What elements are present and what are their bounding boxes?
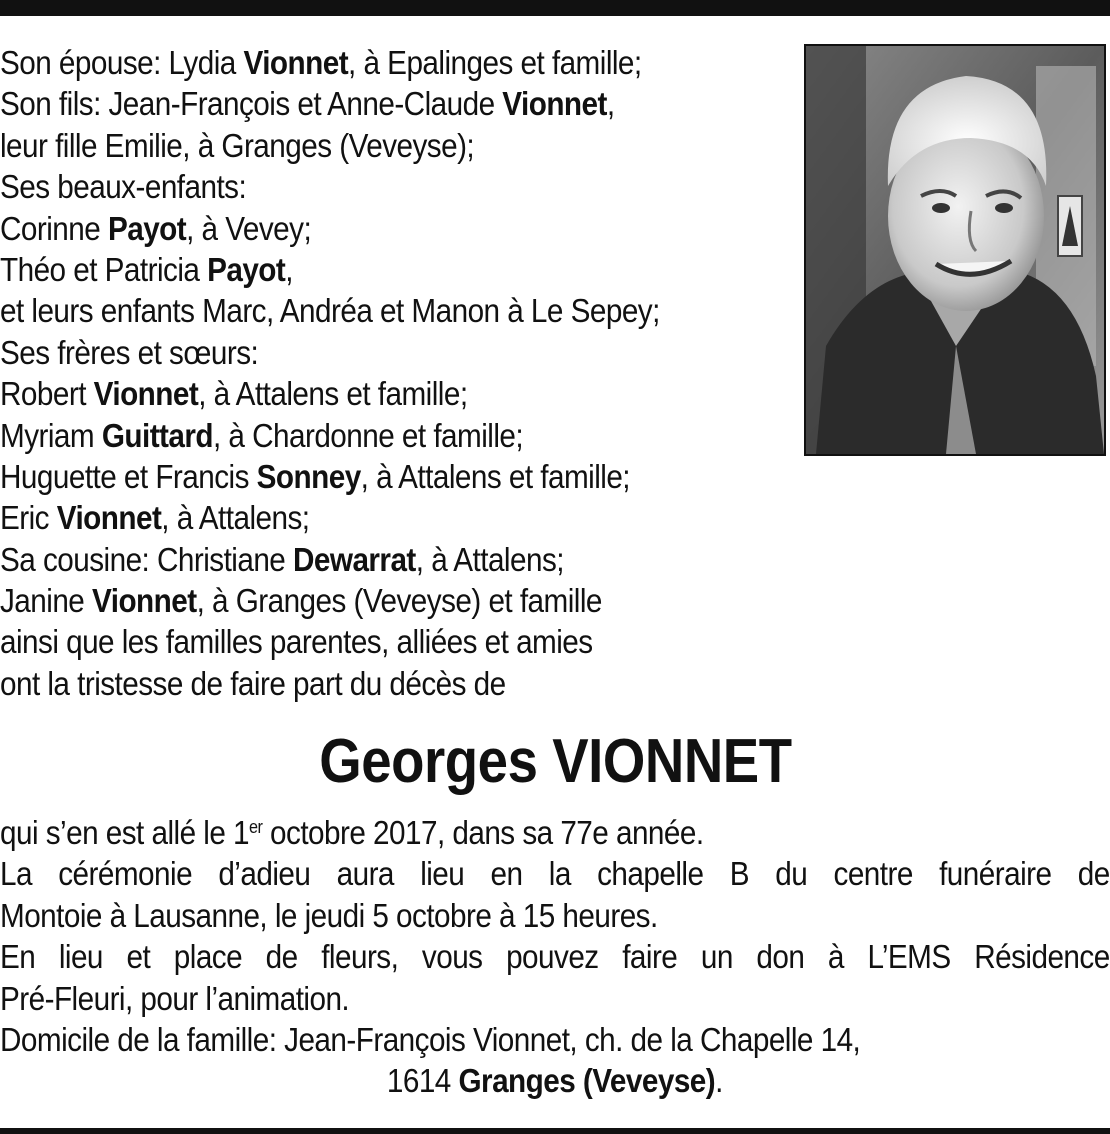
text: Sa cousine: Christiane — [0, 540, 293, 578]
surname: Payot — [207, 250, 286, 288]
family-address-line — [0, 1060, 1110, 1101]
text: Myriam — [0, 416, 102, 454]
text: En lieu et place de fleurs, vous pouvez faire un don à L’EMS Résidence — [0, 938, 1110, 976]
family-list — [0, 42, 800, 704]
text: , à Vevey; — [186, 209, 312, 247]
surname: Dewarrat — [292, 540, 416, 578]
surname: Vionnet — [243, 44, 349, 81]
text: Corinne — [0, 209, 108, 247]
portrait-photo-icon — [806, 46, 1104, 454]
text: , à Epalinges et famille; — [348, 44, 642, 81]
family-line — [0, 249, 720, 290]
detail-line — [0, 812, 999, 853]
family-line — [0, 539, 720, 580]
town: Granges (Veveyse) — [458, 1062, 716, 1100]
family-line — [0, 125, 720, 166]
family-line — [0, 663, 720, 704]
detail-line — [0, 978, 999, 1019]
text: , — [285, 250, 293, 288]
text: Domicile de la famille: Jean-François Vionnet, ch. de la Chapelle 14, — [0, 1020, 861, 1058]
deceased-name-text: Georges VIONNET — [318, 727, 792, 796]
family-line — [0, 415, 720, 456]
text: Pré-Fleuri, pour l’animation. — [0, 979, 350, 1017]
notice-details — [0, 812, 1110, 1102]
text: Ses frères et sœurs: — [0, 333, 259, 371]
text: Théo et Patricia — [0, 250, 208, 288]
family-line — [0, 332, 720, 373]
text: Montoie à Lausanne, le jeudi 5 octobre à 15 heures. — [0, 896, 658, 934]
detail-line — [0, 895, 999, 936]
ordinal-suffix: er — [248, 817, 263, 837]
text: et leurs enfants Marc, Andréa et Manon à Le Sepey; — [0, 292, 660, 330]
family-line — [0, 456, 720, 497]
family-line — [0, 83, 720, 124]
text: Huguette et Francis — [0, 457, 257, 495]
portrait-photo — [804, 44, 1106, 456]
detail-line — [0, 853, 1110, 894]
text: , à Attalens; — [415, 540, 564, 578]
text: 1614 — [386, 1062, 459, 1100]
family-line — [0, 208, 720, 249]
text: ont la tristesse de faire part du décès de — [0, 664, 506, 702]
text: Ses beaux-enfants: — [0, 168, 247, 206]
top-border-rule — [0, 0, 1110, 16]
surname: Payot — [107, 209, 187, 247]
family-line — [0, 580, 720, 621]
text: , à Attalens et famille; — [360, 457, 631, 495]
bottom-border-rule — [0, 1128, 1110, 1134]
text: , à Attalens; — [161, 499, 310, 537]
text: , à Chardonne et famille; — [212, 416, 524, 454]
text: , à Attalens et famille; — [198, 375, 468, 413]
surname: Vionnet — [93, 375, 199, 413]
surname: Vionnet — [91, 582, 197, 620]
surname: Vionnet — [502, 85, 607, 123]
text: , — [606, 85, 615, 123]
text: Son fils: Jean-François et Anne-Claude — [0, 85, 503, 123]
family-line — [0, 166, 720, 207]
detail-line — [0, 936, 1110, 977]
text: La cérémonie d’adieu aura lieu en la chapelle B du centre funéraire de — [0, 855, 1110, 893]
text: qui s’en est allé le 1 — [0, 814, 249, 851]
text: Eric — [0, 499, 57, 537]
text: , à Granges (Veveyse) et famille — [196, 582, 602, 620]
text: leur fille Emilie, à Granges (Veveyse); — [0, 126, 475, 164]
surname: Sonney — [256, 457, 361, 495]
text: Robert — [0, 375, 94, 413]
surname: Vionnet — [56, 499, 162, 537]
family-line — [0, 373, 720, 414]
text: Janine — [0, 582, 92, 620]
family-line — [0, 290, 720, 331]
family-line — [0, 621, 720, 662]
detail-line — [0, 1019, 999, 1060]
family-line — [0, 497, 720, 538]
text: ainsi que les familles parentes, alliées et amies — [0, 623, 593, 661]
surname: Guittard — [101, 416, 213, 454]
text: . — [715, 1062, 723, 1100]
text: octobre 2017, dans sa 77e année. — [262, 814, 704, 851]
deceased-name — [0, 724, 1110, 800]
text: Son épouse: Lydia — [0, 44, 244, 81]
family-line — [0, 42, 720, 83]
